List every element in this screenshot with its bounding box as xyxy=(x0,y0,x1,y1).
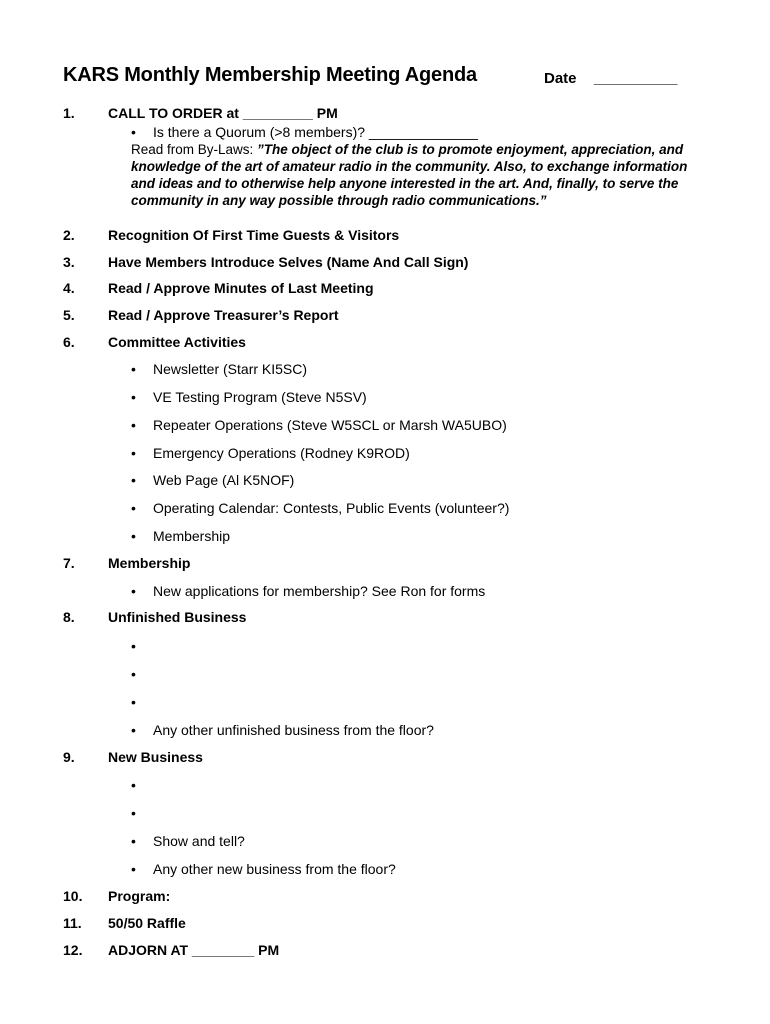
bullet-icon: • xyxy=(131,500,136,516)
item-heading: Have Members Introduce Selves (Name And Call Sign) xyxy=(108,254,469,270)
date-blank: __________ xyxy=(594,70,678,87)
item-heading: Recognition Of First Time Guests & Visitors xyxy=(108,227,400,243)
committee-text: Membership xyxy=(153,528,231,544)
committee-text: VE Testing Program (Steve N5SV) xyxy=(153,389,367,405)
committee-text: Emergency Operations (Rodney K9ROD) xyxy=(153,445,410,461)
bullet-icon: • xyxy=(131,583,136,599)
item-heading: Read / Approve Minutes of Last Meeting xyxy=(108,280,374,296)
item-number: 8. xyxy=(63,609,75,625)
item-number: 11. xyxy=(63,915,82,931)
item-number: 12. xyxy=(63,942,83,958)
bullet-icon: • xyxy=(131,805,136,821)
item-number: 6. xyxy=(63,334,75,350)
item-number: 10. xyxy=(63,888,83,904)
bullet-icon: • xyxy=(131,124,136,140)
committee-text: Web Page (Al K5NOF) xyxy=(153,472,295,488)
item-heading: CALL TO ORDER at _________ PM xyxy=(108,105,338,121)
quorum-text: Is there a Quorum (>8 members)? ______________ xyxy=(153,124,478,140)
item-heading: ADJORN AT ________ PM xyxy=(108,942,280,958)
item-number: 5. xyxy=(63,307,75,323)
item-number: 4. xyxy=(63,280,75,296)
new-business-text: Show and tell? xyxy=(153,833,245,849)
item-number: 9. xyxy=(63,749,75,765)
bullet-icon: • xyxy=(131,445,136,461)
bylaws-paragraph xyxy=(131,141,711,209)
agenda-title: KARS Monthly Membership Meeting Agenda xyxy=(63,64,477,86)
bullet-icon: • xyxy=(131,472,136,488)
bullet-icon: • xyxy=(131,528,136,544)
item-number: 7. xyxy=(63,555,75,571)
bylaws-intro: Read from By-Laws: xyxy=(131,142,258,157)
bullet-icon: • xyxy=(131,777,136,793)
item-heading: Committee Activities xyxy=(108,334,246,350)
unfinished-text: Any other unfinished business from the floor? xyxy=(153,722,434,738)
item-number: 3. xyxy=(63,254,75,270)
committee-text: Newsletter (Starr KI5SC) xyxy=(153,361,308,377)
item-heading: Unfinished Business xyxy=(108,609,247,625)
membership-text: New applications for membership? See Ron for forms xyxy=(153,583,486,599)
bullet-icon: • xyxy=(131,638,136,654)
bullet-icon: • xyxy=(131,722,136,738)
bullet-icon: • xyxy=(131,389,136,405)
item-number: 1. xyxy=(63,105,75,121)
committee-text: Operating Calendar: Contests, Public Events (volunteer?) xyxy=(153,500,510,516)
item-number: 2. xyxy=(63,227,75,243)
bullet-icon: • xyxy=(131,666,136,682)
item-heading: 50/50 Raffle xyxy=(108,915,186,931)
item-heading: Program: xyxy=(108,888,171,904)
bullet-icon: • xyxy=(131,361,136,377)
bullet-icon: • xyxy=(131,417,136,433)
item-heading: Read / Approve Treasurer’s Report xyxy=(108,307,339,323)
bylaws-quote: ”The object of the club is to promote enjoyment, appreciation, and knowledge of the art of amateur radio in the community. Also, to exchange information and ideas and to otherwise help anyone interested in the art. And, finally, to serve the community in any way possible through radio communications.” xyxy=(131,142,688,208)
bullet-icon: • xyxy=(131,694,136,710)
bullet-icon: • xyxy=(131,861,136,877)
new-business-text: Any other new business from the floor? xyxy=(153,861,396,877)
item-heading: Membership xyxy=(108,555,191,571)
bullet-icon: • xyxy=(131,833,136,849)
item-heading: New Business xyxy=(108,749,203,765)
committee-text: Repeater Operations (Steve W5SCL or Marsh WA5UBO) xyxy=(153,417,507,433)
date-label: Date xyxy=(544,70,577,87)
